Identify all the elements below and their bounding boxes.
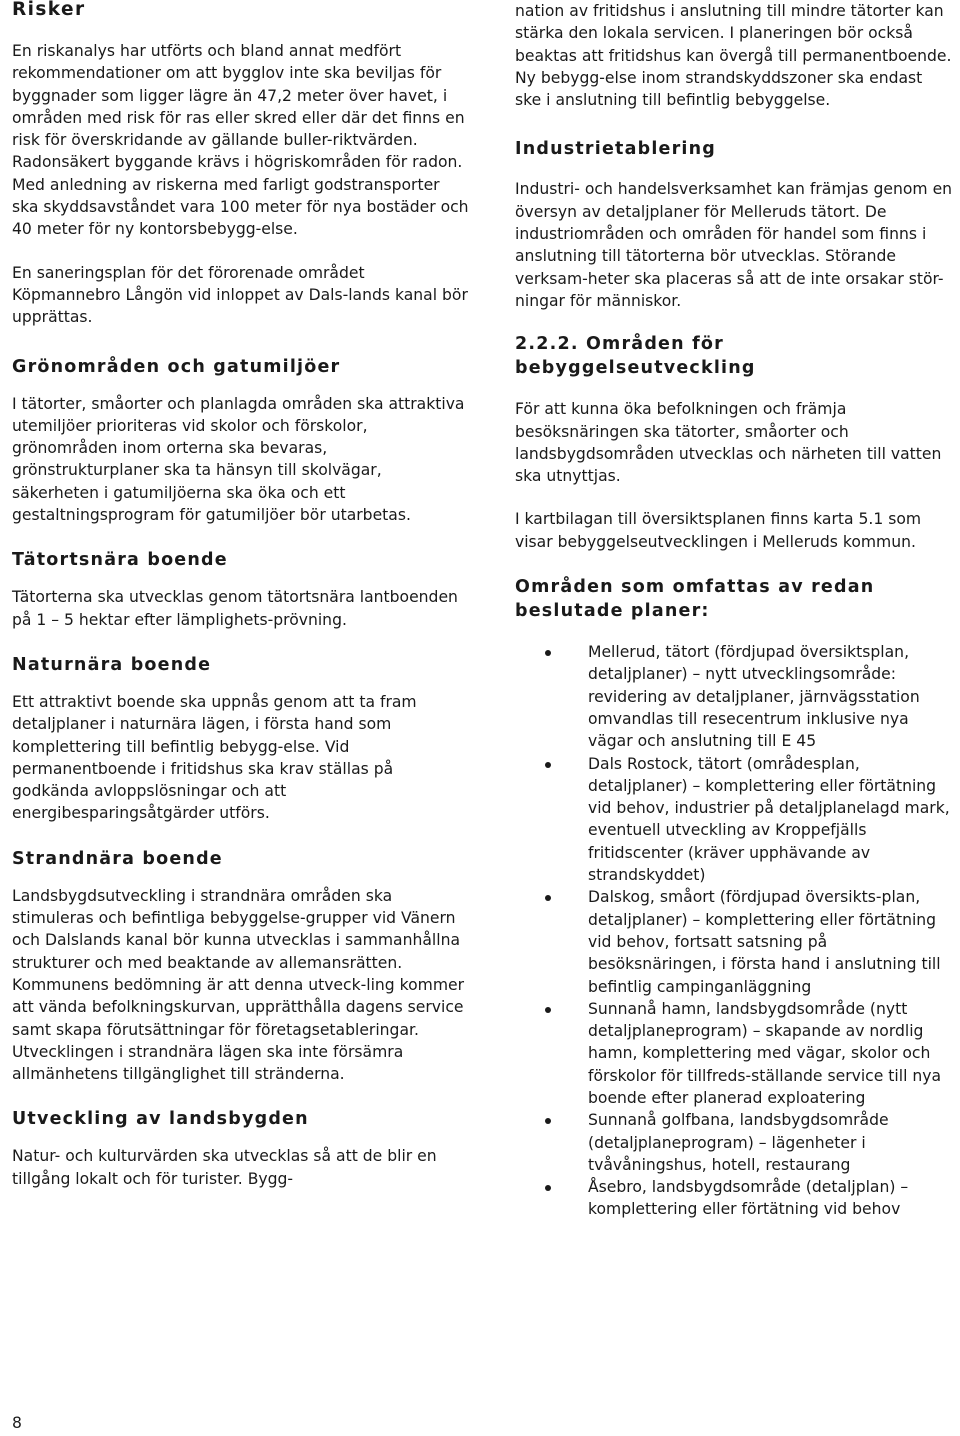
list-item bbox=[515, 886, 953, 997]
heading-naturnara: Naturnära boende bbox=[12, 654, 212, 675]
list-item bbox=[515, 1109, 953, 1176]
list-item-text: Dalskog, småort (fördjupad översikts-plan, detaljplaner) – komplettering eller förtätning vid behov, fortsatt satsning på besöksnäringen, i första hand i anslutning till befintlig campinganläggning bbox=[588, 888, 941, 996]
paragraph-strandnara: Landsbygdsutveckling i strandnära områden ska stimuleras och befintliga bebyggelse-grupper vid Vänern och Dalslands kanal bör kunna utvecklas i sammanhållna strukturer och med beaktande av allemansrätten. Kommunens bedömning är att denna utveck-ling kommer att vända befolkningskurvan, upprätthålla dagens service samt skapa förutsättningar för företagsetableringar. Utvecklingen i strandnära lägen ska inte försämra allmänhetens tillgänglighet till stränderna. bbox=[12, 886, 465, 1084]
paragraph-risker-2: En saneringsplan för det förorenade området Köpmannebro Långön vid inloppet av Dals-lands kanal bör upprättas. bbox=[12, 263, 468, 327]
paragraph-industrietablering: Industri- och handelsverksamhet kan främjas genom en översyn av detaljplaner för Melleruds tätort. De industriområden och områden för handel som finns i anslutning till tätorterna bör utvecklas. Störande verksam-heter ska placeras så att de inte orsakar stör-ningar för människor. bbox=[515, 180, 953, 310]
paragraph-risker-1: En riskanalys har utförts och bland annat medfört rekommendationer om att bygglov inte ska beviljas för byggnader som ligger lägre än 47,2 meter över havet, i områden med risk för ras eller skred eller där det finns en risk för överskridande av gällande buller-riktvärden. Radonsäkert byggande krävs i högriskområden för radon. Med anledning av riskerna med farligt godstransporter ska skyddsavståndet vara 100 meter för nya bostäder och 40 meter för ny kontorsbebygg-else. bbox=[12, 42, 469, 239]
bullet-icon bbox=[545, 762, 551, 768]
heading-landsbygden: Utveckling av landsbygden bbox=[12, 1109, 309, 1130]
paragraph-naturnara: Ett attraktivt boende ska uppnås genom att ta fram detaljplaner i naturnära lägen, i första hand som komplettering till befintlig bebygg-else. Vid permanentboende i fritidshus ska krav ställas på godkända avloppslösningar och att energibesparingsåtgärder utförs. bbox=[12, 692, 417, 823]
heading-tatortsnara: Tätortsnära boende bbox=[12, 550, 228, 571]
heading-strandnara: Strandnära boende bbox=[12, 848, 223, 869]
list-item-text: Sunnanå golfbana, landsbygdsområde (detaljplaneprogram) – lägenheter i tvåvåningshus, hotell, restaurang bbox=[588, 1111, 889, 1174]
bullet-icon bbox=[545, 895, 551, 901]
heading-industrietablering: Industrietablering bbox=[515, 139, 717, 160]
list-item-text: Åsebro, landsbygdsområde (detaljplan) – komplettering eller förtätning vid behov bbox=[588, 1178, 909, 1219]
list-item bbox=[515, 641, 953, 752]
heading-gronomraden: Grönområden och gatumiljöer bbox=[12, 356, 341, 377]
left-column bbox=[12, 0, 470, 1190]
paragraph-gronomraden: I tätorter, småorter och planlagda områden ska attraktiva utemiljöer prioriteras vid skolor och förskolor, grönområden inom orterna ska bevaras, grönstrukturplaner ska ta hänsyn till skolvägar, säkerheten i gatumiljöerna ska öka och ett gestaltningsprogram för gatumiljöer bör utarbetas. bbox=[12, 394, 465, 525]
bullet-icon bbox=[545, 1007, 551, 1013]
list-item-text: Sunnanå hamn, landsbygdsområde (nytt detaljplaneprogram) – skapande av nordlig hamn, komplettering med vägar, skolor och förskolor för tillfreds-ställande service till nya boende efter planerad exploatering bbox=[588, 999, 942, 1107]
list-item bbox=[515, 998, 953, 1109]
list-item bbox=[515, 1176, 953, 1221]
heading-omraden-bebyggelse: 2.2.2. Områden för bebyggelseutveckling bbox=[515, 334, 756, 379]
paragraph-omraden-2: I kartbilagan till översiktsplanen finns karta 5.1 som visar bebyggelseutvecklingen i Melleruds kommun. bbox=[515, 510, 922, 551]
list-item-text: Mellerud, tätort (fördjupad översiktsplan, detaljplaner) – nytt utvecklingsområde: revidering av detaljplaner, järnvägsstation omvandlas till resecentrum inklusive nya vägar och anslutning till E 45 bbox=[588, 643, 920, 751]
list-item bbox=[515, 753, 953, 887]
paragraph-tatortsnara: Tätorterna ska utvecklas genom tätortsnära lantboenden på 1 – 5 hektar efter lämplighets-prövning. bbox=[12, 588, 458, 629]
paragraph-omraden-1: För att kunna öka befolkningen och främja besöksnäringen ska tätorter, småorter och landsbygdsområden utvecklas och närheten till vatten ska utnyttjas. bbox=[515, 400, 942, 486]
paragraph-continued: nation av fritidshus i anslutning till mindre tätorter kan stärka den lokala servicen. I planeringen bör också beaktas att fritidshus kan övergå till permanentboende. Ny bebygg-else inom strandskyddszoner ska endast ske i anslutning till befintlig bebyggelse. bbox=[515, 2, 952, 110]
page-number: 8 bbox=[12, 1414, 22, 1432]
heading-beslutade-planer: Områden som omfattas av redan beslutade planer: bbox=[515, 577, 875, 622]
heading-risker: Risker bbox=[12, 0, 86, 20]
bullet-icon bbox=[545, 1185, 551, 1191]
right-column bbox=[515, 0, 953, 1221]
planer-list bbox=[515, 641, 953, 1221]
bullet-icon bbox=[545, 1118, 551, 1124]
list-item-text: Dals Rostock, tätort (områdesplan, detaljplaner) – komplettering eller förtätning vid behov, industrier på detaljplanelagd mark, eventuell utveckling av Kroppefjälls fritidscenter (kräver upphävande av strandskyddet) bbox=[588, 754, 950, 885]
bullet-icon bbox=[545, 650, 551, 656]
paragraph-landsbygden: Natur- och kulturvärden ska utvecklas så att de blir en tillgång lokalt och för turister. Bygg- bbox=[12, 1147, 437, 1188]
